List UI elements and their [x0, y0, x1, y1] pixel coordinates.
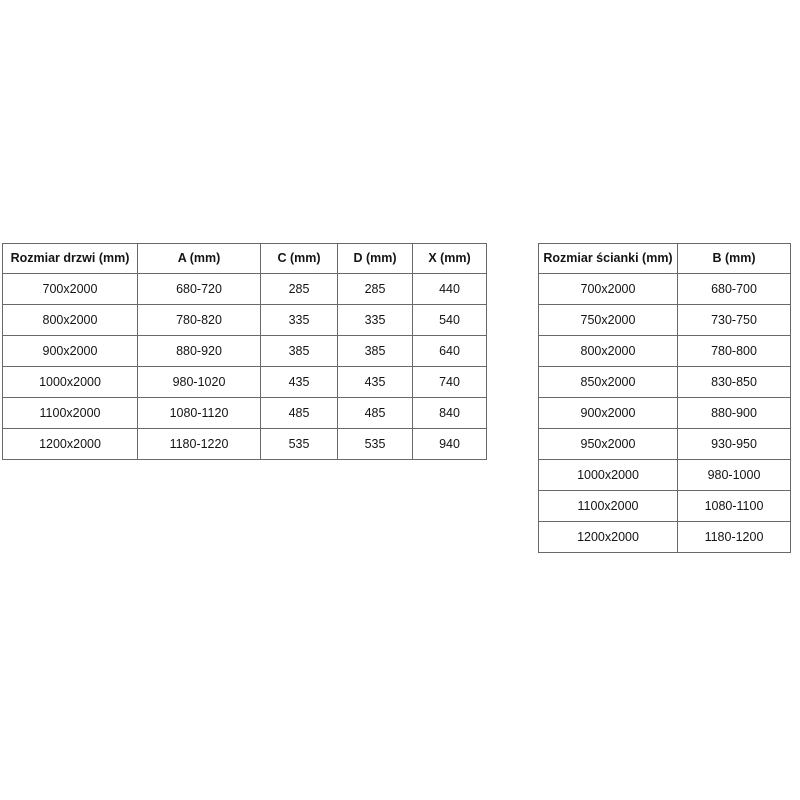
table-cell: 1100x2000 — [3, 398, 138, 429]
table-row — [3, 367, 487, 398]
table-cell: 840 — [413, 398, 487, 429]
column-header: A (mm) — [138, 244, 261, 274]
table-cell: 900x2000 — [539, 398, 678, 429]
table-row — [539, 274, 791, 305]
table-cell: 900x2000 — [3, 336, 138, 367]
table-row — [3, 336, 487, 367]
header-row — [539, 244, 791, 274]
header-row — [3, 244, 487, 274]
table-row — [539, 367, 791, 398]
table-cell: 640 — [413, 336, 487, 367]
table-cell: 285 — [338, 274, 413, 305]
table-cell: 1080-1120 — [138, 398, 261, 429]
column-header: Rozmiar drzwi (mm) — [3, 244, 138, 274]
table-cell: 440 — [413, 274, 487, 305]
table-row — [539, 522, 791, 553]
table-cell: 1000x2000 — [539, 460, 678, 491]
column-header: Rozmiar ścianki (mm) — [539, 244, 678, 274]
table-cell: 680-700 — [678, 274, 791, 305]
table-cell: 700x2000 — [539, 274, 678, 305]
table-row — [539, 336, 791, 367]
column-header: B (mm) — [678, 244, 791, 274]
column-header: D (mm) — [338, 244, 413, 274]
table-cell: 780-820 — [138, 305, 261, 336]
table-cell: 730-750 — [678, 305, 791, 336]
table-row — [539, 305, 791, 336]
table-cell: 940 — [413, 429, 487, 460]
table-cell: 285 — [261, 274, 338, 305]
table-cell: 335 — [261, 305, 338, 336]
table-cell: 1180-1220 — [138, 429, 261, 460]
table-cell: 385 — [338, 336, 413, 367]
table-cell: 830-850 — [678, 367, 791, 398]
table-row — [3, 398, 487, 429]
table-cell: 680-720 — [138, 274, 261, 305]
table-cell: 700x2000 — [3, 274, 138, 305]
table-cell: 385 — [261, 336, 338, 367]
table-cell: 740 — [413, 367, 487, 398]
table-cell: 535 — [261, 429, 338, 460]
table-row — [3, 429, 487, 460]
table-cell: 540 — [413, 305, 487, 336]
table-cell: 1080-1100 — [678, 491, 791, 522]
table-cell: 880-920 — [138, 336, 261, 367]
table-cell: 850x2000 — [539, 367, 678, 398]
table-row — [3, 274, 487, 305]
table-cell: 950x2000 — [539, 429, 678, 460]
table-row — [539, 491, 791, 522]
table-row — [539, 460, 791, 491]
table-cell: 1000x2000 — [3, 367, 138, 398]
table-cell: 1180-1200 — [678, 522, 791, 553]
table-row — [539, 398, 791, 429]
column-header: X (mm) — [413, 244, 487, 274]
table-cell: 880-900 — [678, 398, 791, 429]
table-cell: 485 — [261, 398, 338, 429]
table-cell: 485 — [338, 398, 413, 429]
table-cell: 435 — [261, 367, 338, 398]
table-row — [3, 305, 487, 336]
table-cell: 750x2000 — [539, 305, 678, 336]
table-cell: 800x2000 — [3, 305, 138, 336]
table-cell: 1100x2000 — [539, 491, 678, 522]
table-cell: 800x2000 — [539, 336, 678, 367]
table-cell: 980-1020 — [138, 367, 261, 398]
table-cell: 1200x2000 — [3, 429, 138, 460]
table-cell: 930-950 — [678, 429, 791, 460]
table-cell: 435 — [338, 367, 413, 398]
column-header: C (mm) — [261, 244, 338, 274]
table-cell: 780-800 — [678, 336, 791, 367]
wall-sizes-table — [538, 243, 791, 553]
table-cell: 535 — [338, 429, 413, 460]
door-sizes-table — [2, 243, 487, 460]
table-cell: 335 — [338, 305, 413, 336]
table-row — [539, 429, 791, 460]
table-cell: 1200x2000 — [539, 522, 678, 553]
table-cell: 980-1000 — [678, 460, 791, 491]
